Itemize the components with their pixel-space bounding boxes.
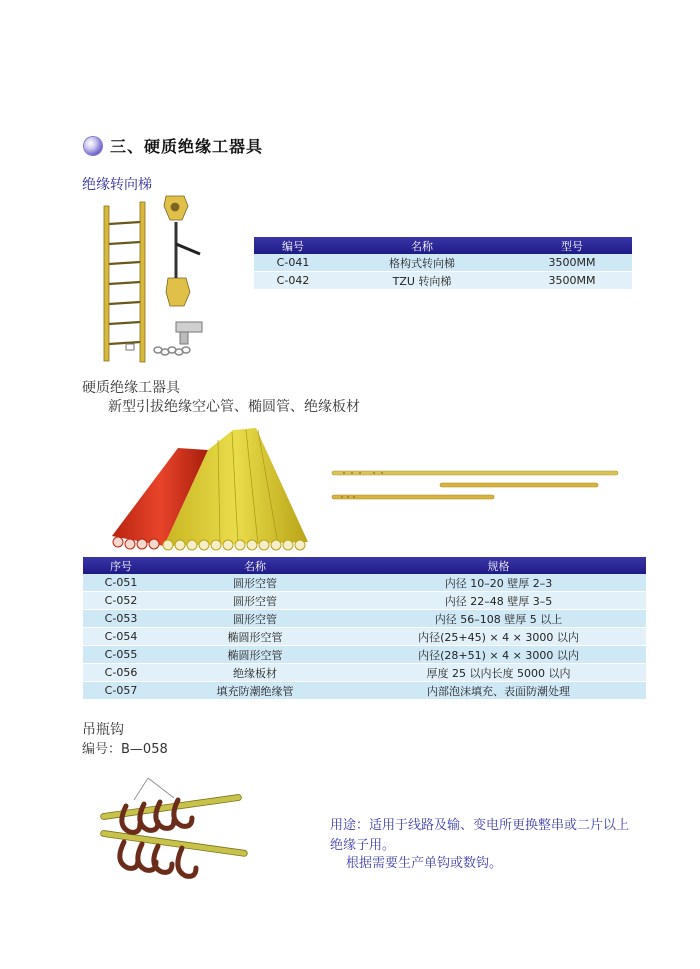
col-header-model: 型号 <box>512 237 632 254</box>
table-row <box>254 272 632 290</box>
cell-code: C-041 <box>254 254 332 272</box>
cell-name: 绝缘板材 <box>159 664 351 682</box>
table-row <box>83 592 646 610</box>
cell-code: C-042 <box>254 272 332 290</box>
bottle-hook-image <box>96 776 252 886</box>
cell-name: 填充防潮绝缘管 <box>159 682 351 700</box>
ladder-image <box>96 192 216 370</box>
cell-spec: 内径(25+45) × 4 × 3000 以内 <box>351 628 646 646</box>
usage-line-3: 根据需要生产单钩或数钩。 <box>346 856 503 871</box>
ladder-heading: 绝缘转向梯 <box>82 177 152 193</box>
tube-bundle-image <box>108 426 318 554</box>
col-header-name: 名称 <box>159 557 351 574</box>
cell-name: TZU 转向梯 <box>332 272 512 290</box>
cell-model: 3500MM <box>512 272 632 290</box>
hook-heading: 吊瓶钩 <box>82 722 124 738</box>
ladder-table-header <box>254 237 632 254</box>
cell-model: 3500MM <box>512 254 632 272</box>
cell-name: 圆形空管 <box>159 592 351 610</box>
tubes-table <box>83 557 646 700</box>
cell-index: C-054 <box>83 628 159 646</box>
tubes-table-header <box>83 557 646 574</box>
col-header-spec: 规格 <box>351 557 646 574</box>
ladder-table <box>254 237 632 290</box>
cell-index: C-053 <box>83 610 159 628</box>
usage-line-2: 绝缘子用。 <box>330 838 396 853</box>
col-header-name: 名称 <box>332 237 512 254</box>
cell-spec: 内部泡沫填充、表面防潮处理 <box>351 682 646 700</box>
cell-name: 椭圆形空管 <box>159 628 351 646</box>
tubes-heading: 硬质绝缘工器具 <box>82 380 180 396</box>
table-row <box>254 254 632 272</box>
col-header-index: 序号 <box>83 557 159 574</box>
cell-index: C-056 <box>83 664 159 682</box>
table-row <box>83 646 646 664</box>
cell-spec: 内径 56–108 壁厚 5 以上 <box>351 610 646 628</box>
cell-name: 圆形空管 <box>159 610 351 628</box>
table-row <box>83 664 646 682</box>
table-row <box>83 574 646 592</box>
insulating-poles-image <box>330 466 622 506</box>
cell-spec: 内径(28+51) × 4 × 3000 以内 <box>351 646 646 664</box>
col-header-code: 编号 <box>254 237 332 254</box>
cell-index: C-055 <box>83 646 159 664</box>
cell-name: 椭圆形空管 <box>159 646 351 664</box>
table-row <box>83 682 646 700</box>
cell-spec: 内径 10–20 壁厚 2–3 <box>351 574 646 592</box>
tubes-subheading: 新型引拔绝缘空心管、椭圆管、绝缘板材 <box>108 399 360 415</box>
cell-name: 格构式转向梯 <box>332 254 512 272</box>
section-title: 三、硬质绝缘工器具 <box>110 137 264 156</box>
cell-index: C-057 <box>83 682 159 700</box>
cell-spec: 内径 22–48 壁厚 3–5 <box>351 592 646 610</box>
cell-index: C-051 <box>83 574 159 592</box>
table-row <box>83 628 646 646</box>
circle-bullet-icon <box>84 137 102 155</box>
table-row <box>83 610 646 628</box>
hook-code: 编号：B—058 <box>82 742 168 757</box>
cell-name: 圆形空管 <box>159 574 351 592</box>
cell-spec: 厚度 25 以内长度 5000 以内 <box>351 664 646 682</box>
usage-line-1: 用途：适用于线路及输、变电所更换整串或二片以上 <box>330 818 630 833</box>
cell-index: C-052 <box>83 592 159 610</box>
section-header <box>84 134 263 157</box>
